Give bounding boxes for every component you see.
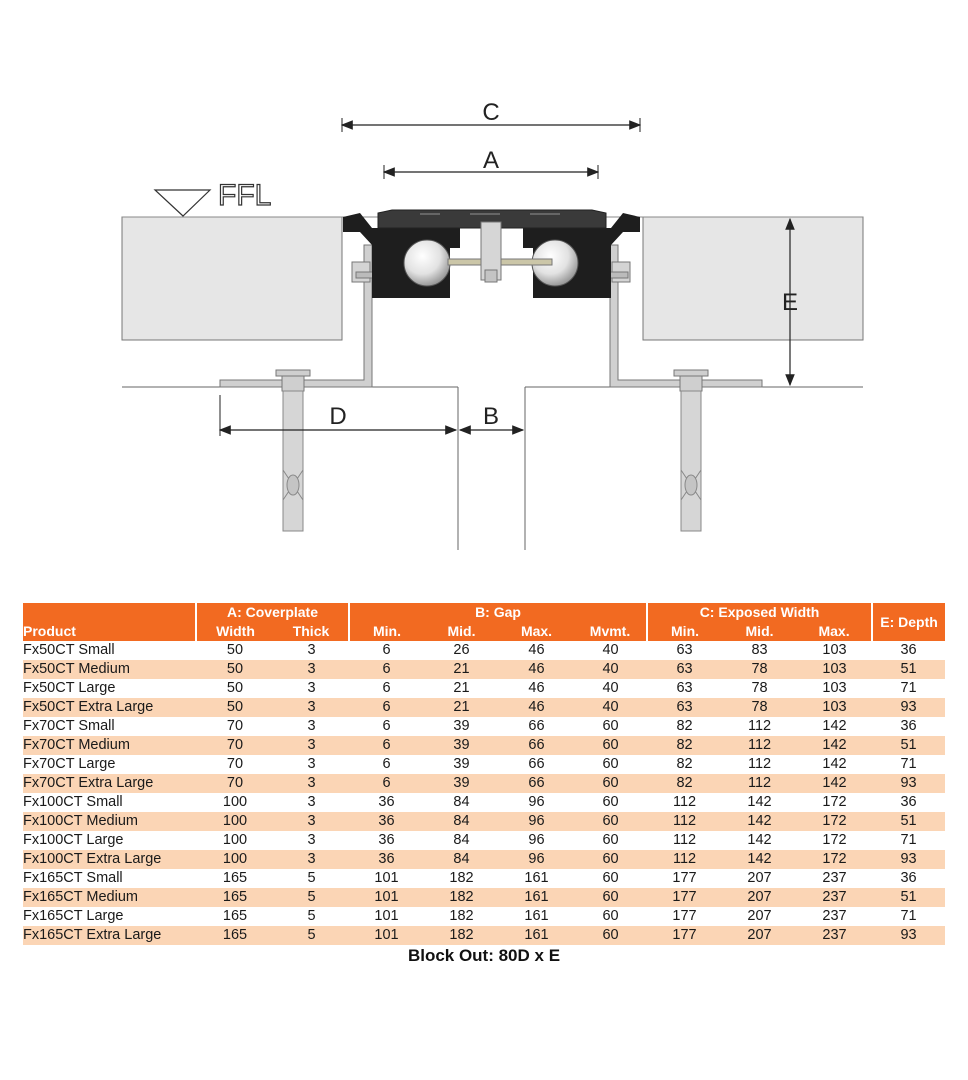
value-cell: 3 [307,642,316,658]
table-row [23,793,945,812]
value-cell: 101 [349,926,424,945]
table-row [23,907,945,926]
value-cell: 93 [872,926,945,945]
col-thick: Thick [274,622,349,641]
value-cell: 112 [722,736,797,755]
product-cell: Fx165CT Medium [23,888,196,907]
svg-text:A: A [482,147,500,174]
value-cell: 6 [382,756,391,772]
value-cell: 21 [453,680,470,696]
value-cell: 3 [274,698,349,717]
value-cell: 39 [424,736,499,755]
product-cell: Fx100CT Small [23,794,123,810]
value-cell: 177 [647,926,722,945]
value-cell: 6 [382,642,391,658]
value-cell: 182 [449,908,474,924]
value-cell: 182 [449,870,474,886]
value-cell: 51 [872,812,945,831]
product-cell: Fx70CT Medium [23,736,196,755]
value-cell: 6 [349,698,424,717]
value-cell: 6 [382,680,391,696]
value-cell: 21 [424,660,499,679]
value-cell: 161 [524,870,549,886]
product-cell: Fx100CT Extra Large [23,850,196,869]
product-cell: Fx70CT Extra Large [23,774,196,793]
table-row [23,869,945,888]
value-cell: 71 [900,756,917,772]
value-cell: 3 [307,756,316,772]
value-cell: 93 [872,850,945,869]
value-cell: 40 [602,642,619,658]
value-cell: 93 [872,774,945,793]
value-cell: 63 [676,680,693,696]
value-cell: 142 [822,756,847,772]
value-cell: 5 [274,888,349,907]
value-cell: 71 [900,908,917,924]
value-cell: 70 [196,736,274,755]
col-exposed-max: Max. [797,622,872,641]
svg-text:C: C [482,99,500,126]
col-gap-mid: Mid. [424,622,499,641]
value-cell: 101 [349,888,424,907]
value-cell: 51 [872,736,945,755]
header-depth: E: Depth [872,603,945,641]
value-cell: 39 [453,718,470,734]
header-blank [23,603,196,622]
table-row [23,679,945,698]
value-cell: 142 [747,794,772,810]
table-row [23,774,945,793]
value-cell: 96 [499,812,574,831]
column-header-row [23,622,945,641]
product-cell: Fx50CT Small [23,642,115,658]
value-cell: 165 [196,926,274,945]
value-cell: 26 [453,642,470,658]
value-cell: 112 [647,812,722,831]
value-cell: 3 [274,774,349,793]
value-cell: 5 [307,908,316,924]
table-row [23,641,945,660]
value-cell: 46 [528,680,545,696]
header-gap: B: Gap [349,603,647,622]
dim-d [220,395,456,436]
value-cell: 50 [226,642,244,658]
value-cell: 70 [226,756,244,772]
value-cell: 103 [822,642,847,658]
col-width: Width [196,622,274,641]
value-cell: 60 [602,718,619,734]
svg-text:E: E [781,289,799,316]
col-gap-mvmt: Mvmt. [574,622,647,641]
value-cell: 100 [196,850,274,869]
value-cell: 60 [602,870,619,886]
value-cell: 3 [307,680,316,696]
value-cell: 46 [499,660,574,679]
value-cell: 177 [672,870,697,886]
value-cell: 172 [797,850,872,869]
product-cell: Fx100CT Medium [23,812,196,831]
spec-table [23,603,945,945]
col-exposed-min: Min. [647,622,722,641]
value-cell: 82 [647,736,722,755]
header-exposed-width: C: Exposed Width [647,603,872,622]
value-cell: 177 [672,908,697,924]
value-cell: 60 [602,794,619,810]
value-cell: 60 [574,888,647,907]
value-cell: 172 [822,832,847,848]
svg-text:B: B [482,403,500,430]
value-cell: 101 [374,870,399,886]
value-cell: 172 [822,794,847,810]
value-cell: 60 [574,850,647,869]
value-cell: 207 [722,926,797,945]
table-row [23,755,945,774]
value-cell: 177 [647,888,722,907]
product-cell: Fx50CT Large [23,680,116,696]
table-row [23,812,945,831]
value-cell: 66 [499,774,574,793]
table-row [23,850,945,869]
value-cell: 50 [196,660,274,679]
value-cell: 112 [672,794,697,810]
value-cell: 6 [382,718,391,734]
value-cell: 40 [574,660,647,679]
value-cell: 60 [574,774,647,793]
value-cell: 112 [672,832,697,848]
value-cell: 84 [453,832,470,848]
value-cell: 142 [722,812,797,831]
value-cell: 182 [424,926,499,945]
product-cell: Fx70CT Large [23,756,116,772]
value-cell: 112 [722,774,797,793]
value-cell: 142 [722,850,797,869]
value-cell: 96 [499,850,574,869]
value-cell: 5 [274,926,349,945]
left-slab [122,217,342,340]
value-cell: 161 [499,926,574,945]
value-cell: 36 [349,850,424,869]
value-cell: 103 [822,680,847,696]
group-header-row [23,603,945,622]
product-cell: Fx165CT Small [23,870,123,886]
col-gap-min: Min. [349,622,424,641]
value-cell: 84 [424,850,499,869]
value-cell: 36 [378,832,395,848]
product-cell: Fx50CT Extra Large [23,698,196,717]
value-cell: 237 [797,888,872,907]
value-cell: 46 [528,642,545,658]
value-cell: 39 [424,774,499,793]
left-ball [404,240,450,286]
value-cell: 60 [574,926,647,945]
value-cell: 36 [349,812,424,831]
value-cell: 36 [900,642,917,658]
value-cell: 66 [528,756,545,772]
col-exposed-mid: Mid. [722,622,797,641]
value-cell: 165 [222,870,248,886]
value-cell: 66 [528,718,545,734]
value-cell: 3 [307,832,316,848]
value-cell: 237 [797,926,872,945]
value-cell: 101 [374,908,399,924]
value-cell: 100 [222,794,248,810]
value-cell: 66 [499,736,574,755]
value-cell: 112 [747,756,772,772]
value-cell: 3 [274,850,349,869]
value-cell: 3 [274,736,349,755]
value-cell: 36 [900,870,917,886]
product-cell: Fx165CT Large [23,908,124,924]
value-cell: 82 [647,774,722,793]
value-cell: 50 [226,680,244,696]
table-row [23,736,945,755]
value-cell: 142 [797,736,872,755]
value-cell: 63 [647,698,722,717]
ffl-label: FFL [218,179,272,212]
value-cell: 78 [722,698,797,717]
table-row [23,717,945,736]
value-cell: 36 [900,718,917,734]
table-row [23,698,945,717]
table-row [23,888,945,907]
col-gap-max: Max. [499,622,574,641]
block-out-note: Block Out: 80D x E [407,946,561,965]
dim-c [342,99,640,132]
value-cell: 112 [747,718,772,734]
value-cell: 6 [349,774,424,793]
value-cell: 36 [378,794,395,810]
value-cell: 207 [747,870,772,886]
value-cell: 40 [574,698,647,717]
value-cell: 3 [307,794,316,810]
product-cell: Fx100CT Large [23,832,124,848]
dim-b [460,403,523,430]
value-cell: 63 [676,642,693,658]
value-cell: 96 [528,794,545,810]
left-anchor [276,370,310,531]
value-cell: 39 [453,756,470,772]
value-cell: 237 [822,870,847,886]
value-cell: 51 [872,888,945,907]
value-cell: 237 [822,908,847,924]
value-cell: 78 [722,660,797,679]
svg-text:D: D [329,403,347,430]
value-cell: 5 [307,870,316,886]
value-cell: 82 [676,756,693,772]
value-cell: 71 [900,832,917,848]
value-cell: 60 [602,908,619,924]
right-anchor [674,370,708,531]
value-cell: 63 [647,660,722,679]
table-body [23,641,945,945]
value-cell: 100 [196,812,274,831]
value-cell: 60 [574,812,647,831]
value-cell: 82 [676,718,693,734]
value-cell: 142 [822,718,847,734]
dim-a [384,147,598,179]
value-cell: 165 [222,908,248,924]
value-cell: 172 [797,812,872,831]
value-cell: 40 [602,680,619,696]
value-cell: 36 [900,794,917,810]
value-cell: 78 [751,680,768,696]
right-slab [643,217,863,340]
value-cell: 96 [528,832,545,848]
value-cell: 142 [797,774,872,793]
value-cell: 112 [647,850,722,869]
value-cell: 60 [602,756,619,772]
value-cell: 60 [574,736,647,755]
value-cell: 207 [747,908,772,924]
ffl-symbol [155,179,271,216]
value-cell: 165 [196,888,274,907]
value-cell: 3 [274,812,349,831]
value-cell: 6 [349,736,424,755]
col-product: Product [23,622,196,641]
value-cell: 3 [307,718,316,734]
value-cell: 182 [424,888,499,907]
value-cell: 142 [747,832,772,848]
product-cell: Fx50CT Medium [23,660,196,679]
value-cell: 60 [602,832,619,848]
table-row [23,660,945,679]
value-cell: 71 [900,680,917,696]
value-cell: 3 [274,660,349,679]
value-cell: 70 [226,718,244,734]
value-cell: 70 [196,774,274,793]
value-cell: 46 [499,698,574,717]
table-row [23,926,945,945]
table-row [23,831,945,850]
value-cell: 83 [751,642,768,658]
value-cell: 84 [424,812,499,831]
value-cell: 100 [222,832,248,848]
value-cell: 6 [349,660,424,679]
value-cell: 93 [872,698,945,717]
value-cell: 161 [524,908,549,924]
header-coverplate: A: Coverplate [196,603,349,622]
value-cell: 207 [722,888,797,907]
value-cell: 50 [196,698,274,717]
value-cell: 84 [453,794,470,810]
value-cell: 51 [872,660,945,679]
value-cell: 161 [499,888,574,907]
product-cell: Fx70CT Small [23,718,115,734]
product-cell: Fx165CT Extra Large [23,926,196,945]
value-cell: 103 [797,660,872,679]
value-cell: 103 [797,698,872,717]
value-cell: 21 [424,698,499,717]
